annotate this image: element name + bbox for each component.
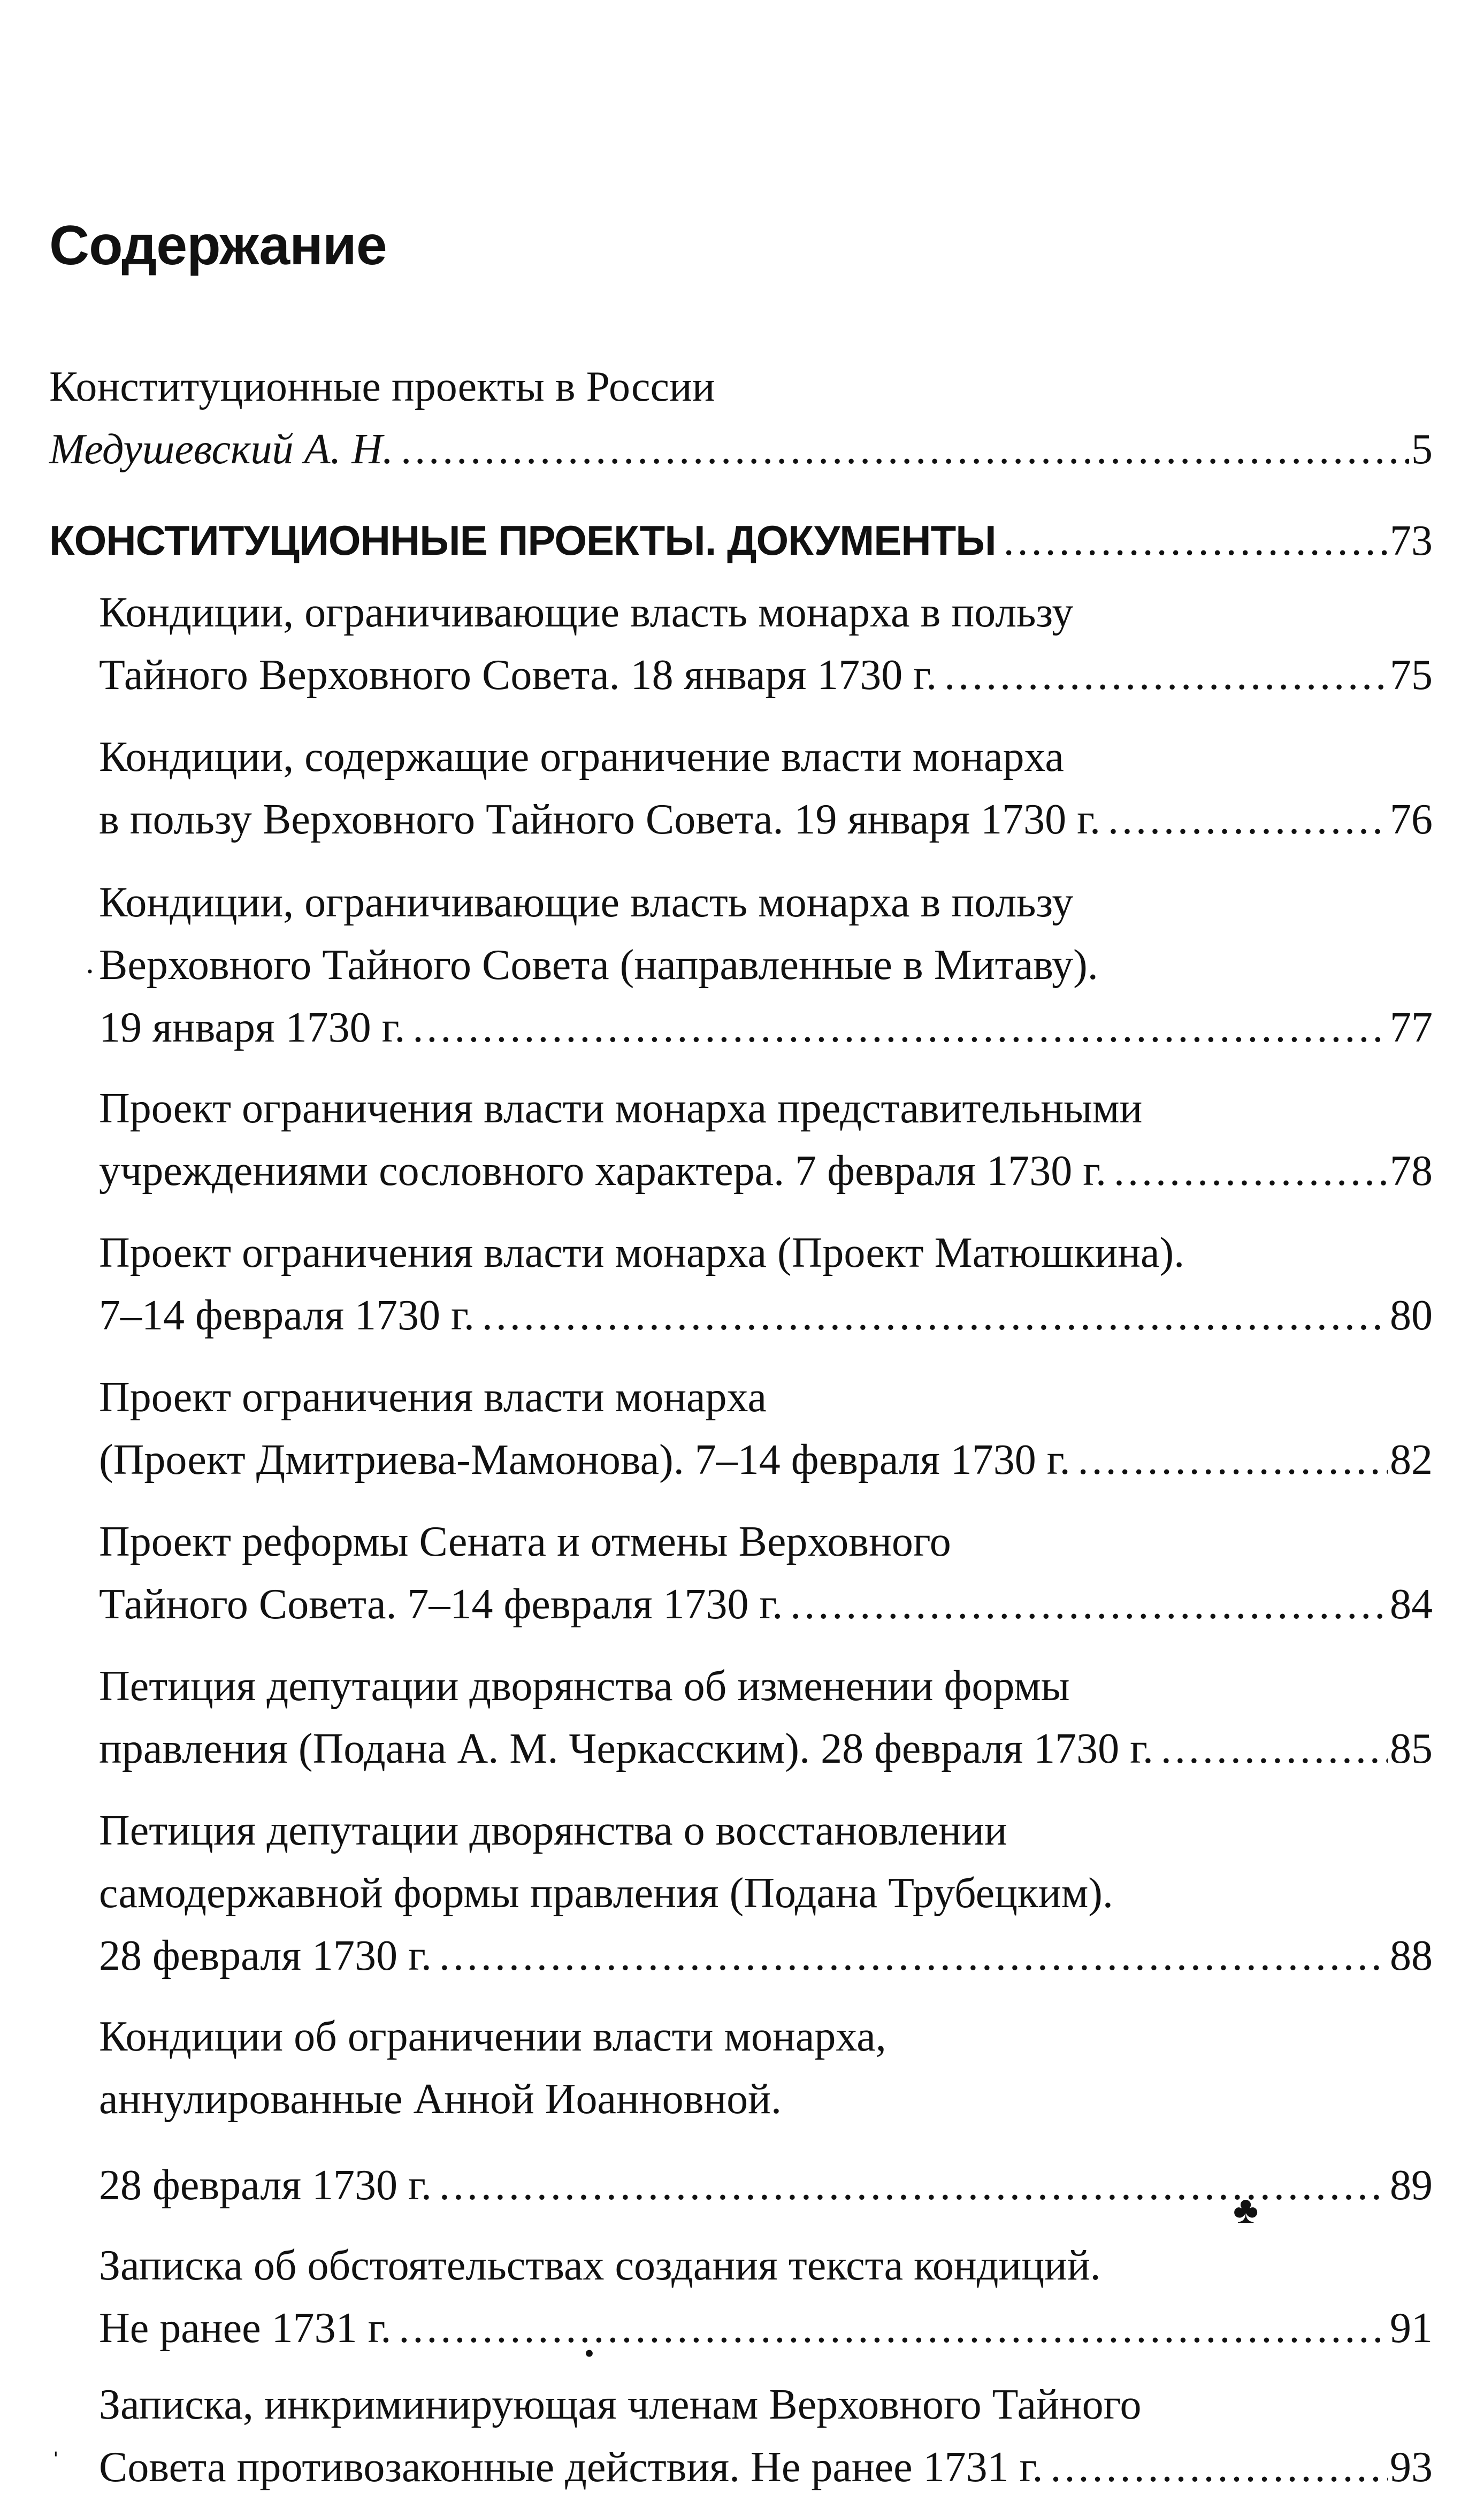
page-number: 76 <box>1390 796 1433 843</box>
toc-entry-last-line[interactable] <box>99 1719 1433 1778</box>
page-number: 85 <box>1390 1725 1433 1772</box>
toc-entry-line <box>99 1657 1433 1716</box>
entry-text: Тайного Верховного Совета. 18 января 1730 г. <box>99 652 937 699</box>
dot-leader <box>1004 511 1388 570</box>
entry-text: Кондиции, ограничивающие власть монарха в пользу <box>99 589 1074 636</box>
entry-text: Проект реформы Сената и отмены Верховного <box>99 1518 951 1565</box>
intro-author-line[interactable] <box>49 420 1433 479</box>
entry-text: самодержавной формы правления (Подана Трубецким). <box>99 1870 1113 1917</box>
dot-leader <box>439 1926 1388 1985</box>
page-title: Содержание <box>49 215 387 277</box>
entry-text: Записка, инкриминирующая членам Верховного Тайного <box>99 2381 1142 2428</box>
entry-text: Не ранее 1731 г. <box>99 2305 392 2352</box>
entry-text: 28 февраля 1730 г. <box>99 1932 432 1979</box>
toc-entry-line <box>99 583 1433 642</box>
entry-text: (Проект Дмитриева-Мамонова). 7–14 февраля 1730 г. <box>99 1436 1070 1483</box>
entry-text: Совета противозаконные действия. Не ранее 1731 г. <box>99 2444 1043 2491</box>
toc-entry-line <box>99 2375 1433 2434</box>
dot-leader <box>412 998 1388 1057</box>
toc-entry-line <box>99 873 1433 932</box>
toc-entry-last-line[interactable] <box>99 790 1433 849</box>
toc-entry-line <box>99 2070 1433 2129</box>
toc-entry-last-line[interactable] <box>99 1926 1433 1985</box>
page-number: 89 <box>1390 2162 1433 2209</box>
dot-leader <box>1114 1142 1388 1200</box>
page-number: 91 <box>1390 2305 1433 2352</box>
toc-entry-line <box>99 2236 1433 2295</box>
dot-leader <box>1078 1431 1388 1489</box>
entry-text: в пользу Верховного Тайного Совета. 19 января 1730 г. <box>99 796 1100 843</box>
entry-text: 7–14 февраля 1730 г. <box>99 1292 475 1339</box>
dot-leader <box>401 420 1409 479</box>
toc-entry-last-line[interactable] <box>99 1142 1433 1200</box>
toc-entry-line <box>99 1512 1433 1571</box>
page-number: 93 <box>1390 2444 1433 2491</box>
entry-text: учреждениями сословного характера. 7 февраля 1730 г. <box>99 1148 1107 1195</box>
page-number: 75 <box>1390 652 1433 699</box>
page-number: 77 <box>1390 1004 1433 1051</box>
toc-entry-line <box>99 1079 1433 1138</box>
page-number: 84 <box>1390 1581 1433 1628</box>
toc-entry-last-line[interactable] <box>99 2299 1433 2358</box>
toc-entry-last-line[interactable] <box>99 2438 1433 2497</box>
entry-text: Тайного Совета. 7–14 февраля 1730 г. <box>99 1581 783 1628</box>
page-number: 82 <box>1390 1436 1433 1483</box>
toc-entry-line <box>99 728 1433 786</box>
dot-leader <box>944 646 1388 705</box>
toc-entry-last-line[interactable] <box>99 998 1433 1057</box>
toc-entry-line <box>99 1801 1433 1860</box>
intro-author: Медушевский А. Н. <box>49 426 394 473</box>
entry-text: Петиция депутации дворянства о восстановлении <box>99 1807 1007 1854</box>
entry-text: Проект ограничения власти монарха <box>99 1374 767 1421</box>
entry-text: Кондиции об ограничении власти монарха, <box>99 2013 886 2060</box>
entry-text: правления (Подана А. М. Черкасским). 28 февраля 1730 г. <box>99 1725 1153 1772</box>
dot-leader <box>1050 2438 1388 2497</box>
section-title: КОНСТИТУЦИОННЫЕ ПРОЕКТЫ. ДОКУМЕНТЫ <box>49 517 996 564</box>
entry-text: Проект ограничения власти монарха (Проект Матюшкина). <box>99 1229 1185 1276</box>
toc-entry-last-line[interactable] <box>99 1431 1433 1489</box>
dot-leader <box>790 1575 1388 1634</box>
entry-text: Петиция депутации дворянства об изменении формы <box>99 1663 1070 1710</box>
entry-text: Проект ограничения власти монарха представительными <box>99 1085 1143 1132</box>
entry-text: 28 февраля 1730 г. <box>99 2162 432 2209</box>
ink-blot: ♣ <box>1233 2189 1259 2231</box>
intro-title-line <box>49 357 1433 416</box>
toc-entry-last-line[interactable] <box>99 1286 1433 1345</box>
page-number: 5 <box>1411 426 1433 473</box>
entry-text: Записка об обстоятельствах создания текста кондиций. <box>99 2242 1101 2289</box>
toc-entry-last-line[interactable] <box>99 646 1433 705</box>
toc-entry-line <box>99 1223 1433 1282</box>
dot-leader <box>1108 790 1388 849</box>
page-number: 73 <box>1390 517 1433 564</box>
entry-text: аннулированные Анной Иоанновной. <box>99 2076 782 2123</box>
entry-text: Верховного Тайного Совета (направленные в Митаву). <box>99 942 1098 989</box>
intro-title: Конституционные проекты в России <box>49 363 715 410</box>
page-number: 88 <box>1390 1932 1433 1979</box>
entry-text: 19 января 1730 г. <box>99 1004 406 1051</box>
dot-leader <box>482 1286 1388 1345</box>
toc-entry-last-line[interactable] <box>99 1575 1433 1634</box>
dot-leader <box>399 2299 1388 2358</box>
entry-text: Кондиции, ограничивающие власть монарха в пользу <box>99 879 1074 926</box>
page-number: 78 <box>1390 1148 1433 1195</box>
stray-mark: ˈ <box>51 2446 61 2480</box>
stray-mark: · <box>85 954 95 989</box>
dot-leader <box>1161 1719 1388 1778</box>
section-heading[interactable] <box>49 511 1433 570</box>
toc-entry-line <box>99 936 1433 995</box>
page-number: 80 <box>1390 1292 1433 1339</box>
entry-text: Кондиции, содержащие ограничение власти монарха <box>99 733 1064 781</box>
toc-entry-line <box>99 2007 1433 2066</box>
stray-dot: • <box>584 2337 594 2369</box>
toc-entry-line <box>99 1864 1433 1923</box>
toc-entry-line <box>99 1368 1433 1427</box>
